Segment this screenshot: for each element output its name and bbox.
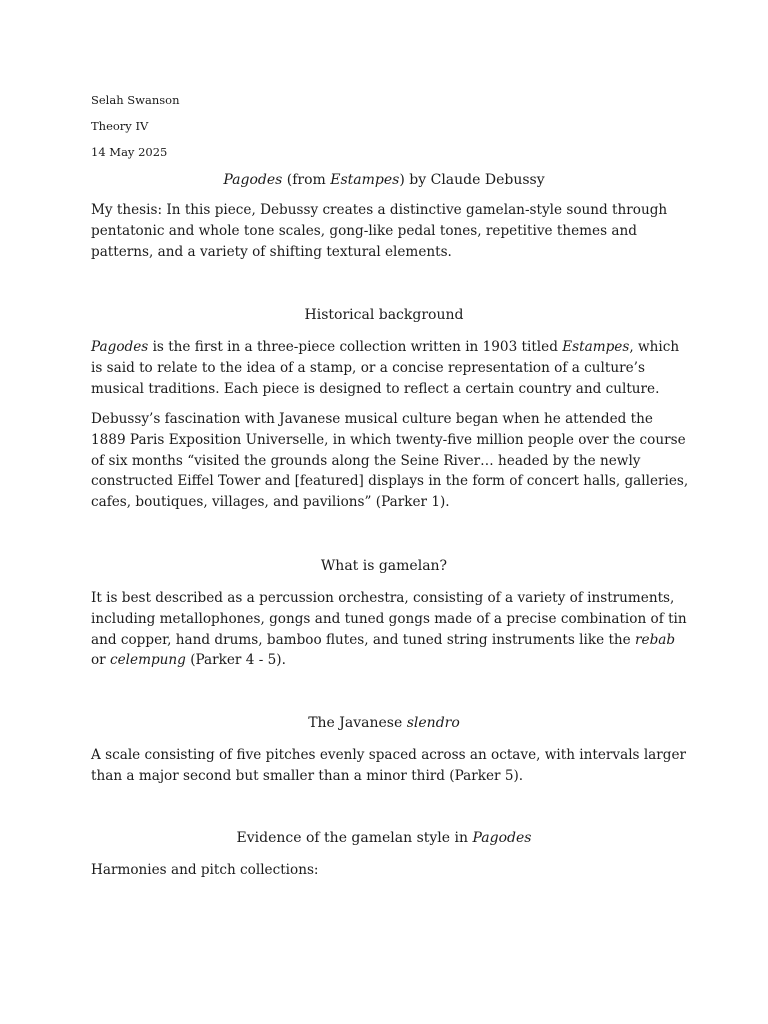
heading-evidence-gamelan-style: Evidence of the gamelan style in Pagodes — [236, 830, 532, 846]
author-name: Selah Swanson — [91, 93, 180, 107]
course-name: Theory IV — [91, 119, 149, 133]
thesis-paragraph: My thesis: In this piece, Debussy creates a distinctive gamelan-style sound through pentatonic and whole tone scales, gong-like pedal tones, repetitive themes and patterns, and a variety of shifting textural elements. — [91, 202, 668, 260]
heading-what-is-gamelan: What is gamelan? — [320, 558, 448, 574]
historical-paragraph-1: Pagodes is the first in a three-piece collection written in 1903 titled Estampes, which is said to relate to the idea of a stamp, or a concise representation of a culture’s musical traditions. Each piece is designed to reflect a certain country and culture. — [91, 339, 680, 397]
heading-javanese-slendro: The Javanese slendro — [308, 715, 460, 731]
gamelan-paragraph: It is best described as a percussion orchestra, consisting of a variety of instruments, including metallophones, gongs and tuned gongs made of a precise combination of tin and copper, hand drums, bamboo flutes, and tuned string instruments like the rebab or celempung (Parker 4 - 5). — [91, 590, 687, 669]
date: 14 May 2025 — [91, 145, 168, 159]
title-work: Pagodes — [223, 172, 283, 188]
heading-historical-background: Historical background — [304, 307, 464, 323]
slendro-paragraph: A scale consisting of five pitches evenly spaced across an octave, with intervals larger than a major second but smaller than a minor third (Parker 5). — [91, 747, 687, 784]
document-title: Pagodes (from Estampes) by Claude Debussy — [223, 172, 545, 188]
historical-paragraph-2: Debussy’s fascination with Javanese musical culture began when he attended the 1889 Paris Exposition Universelle, in which twenty-five million people over the course of six months “visited the grounds along the Seine River… headed by the newly constructed Eiffel Tower and [featured] displays in the form of concert halls, galleries, cafes, boutiques, villages, and pavilions” (Parker 1). — [91, 411, 689, 511]
title-collection: Estampes — [330, 172, 400, 188]
subheading-harmonies: Harmonies and pitch collections: — [91, 862, 319, 878]
